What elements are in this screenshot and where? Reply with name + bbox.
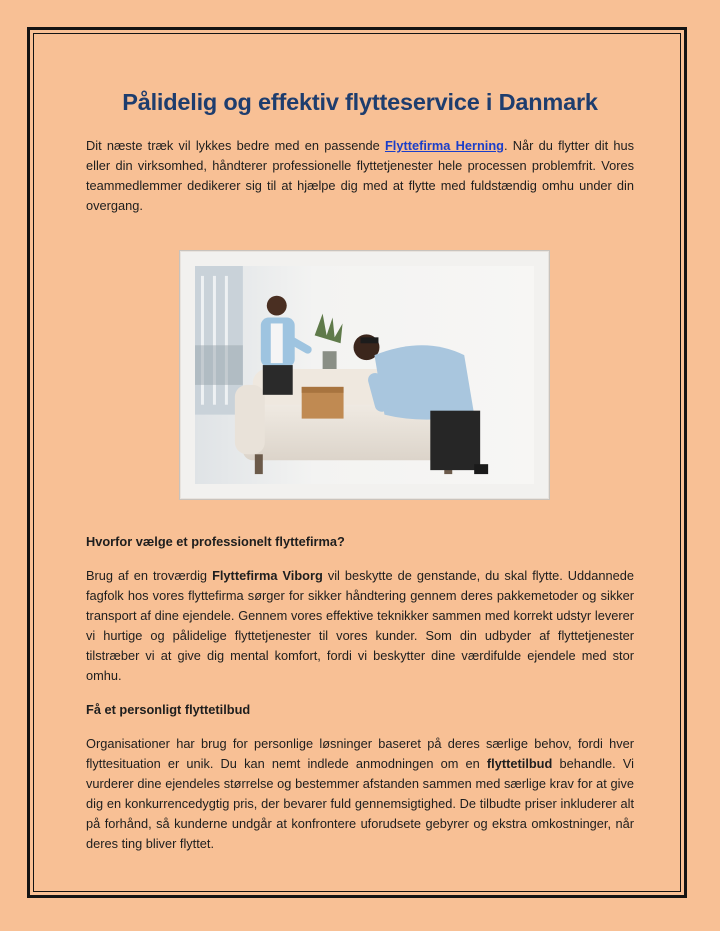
intro-paragraph (86, 136, 634, 216)
document-body (86, 80, 634, 854)
page-title: Pålidelig og effektiv flytteservice i Danmark (122, 89, 598, 115)
photo-frame (179, 250, 550, 500)
flyttefirma-herning-link[interactable]: Flyttefirma Herning (384, 138, 504, 153)
intro-text-start: Dit næste træk vil lykkes bedre med en passende (86, 138, 385, 153)
section-heading-why: Hvorfor vælge et professionelt flyttefirma? (86, 534, 345, 549)
offer-text-start: Organisationer har brug for personlige løsninger baseret på deres særlige behov, fordi hver flyttesituation er unik. Du kan nemt indlede anmodningen om en (86, 736, 634, 771)
offer-paragraph (86, 734, 634, 854)
moving-couple-photo (195, 266, 534, 484)
why-text-end: vil beskytte de genstande, du skal flytte. Uddannede fagfolk hos vores flyttefirma sørger for sikker håndtering gennem deres pakkemetoder og sikker transport af dine ejendele. Gennem vores effektive teknikker sammen med korrekt udstyr leverer vi hurtige og pålidelige flyttetjenester til vores kunder. Som din udbyder af flyttetjenester tilstræber vi at give dig mental komfort, fordi vi beskytter dine værdifulde ejendele med stor omhu. (86, 568, 634, 683)
why-paragraph (86, 566, 634, 686)
flyttefirma-viborg-bold: Flyttefirma Viborg (212, 568, 323, 583)
offer-text-end: behandle. Vi vurderer dine ejendeles størrelse og bestemmer afstanden sammen med særlige krav for at give dig en konkurrencedygtig pris, der bevarer fuld gennemsigtighed. De tilbudte priser inkluderer alt på forhånd, så kunderne undgår at konfrontere uforudsete gebyrer og ekstra omkostninger, når deres ting bliver flyttet. (86, 756, 634, 851)
flyttetilbud-bold: flyttetilbud (486, 756, 553, 771)
intro-text-end: . Når du flytter dit hus eller din virksomhed, håndterer professionelle flyttetjenester hele processen problemfrit. Vores teammedlemmer dedikerer sig til at hjælpe dig med at flytte med fuldstændig omhu under din overgang. (86, 138, 635, 213)
section-heading-offer: Få et personligt flyttetilbud (86, 702, 251, 717)
why-text-start: Brug af en troværdig (86, 568, 213, 583)
